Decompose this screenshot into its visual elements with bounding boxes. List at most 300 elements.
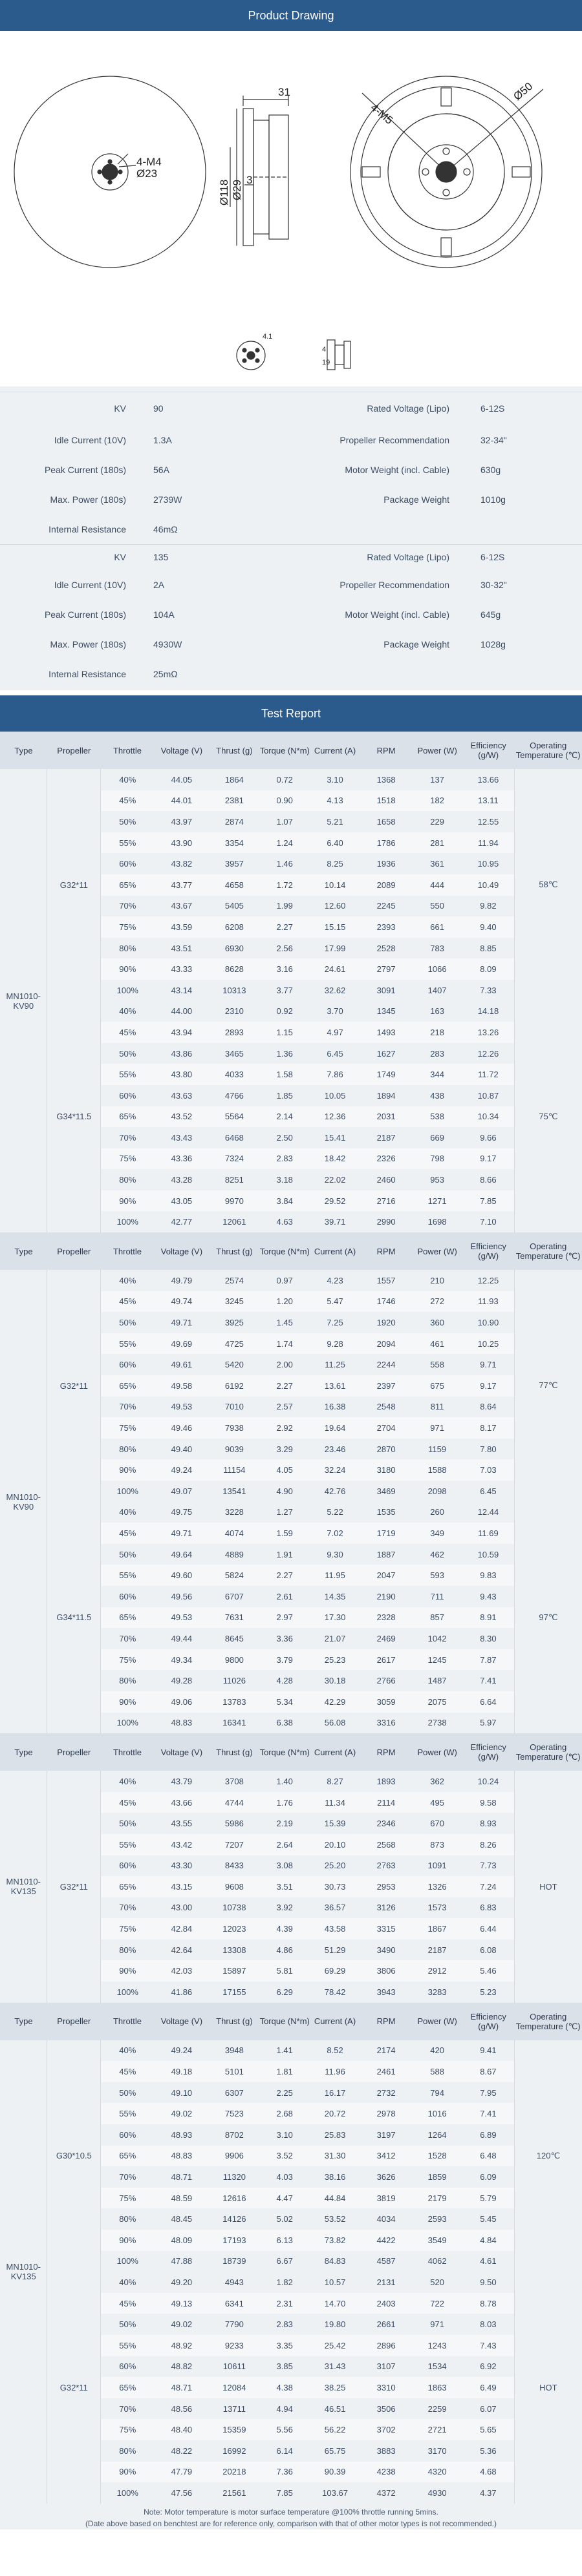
table-cell: 1493 [360, 1022, 412, 1043]
table-cell: 38.25 [310, 2377, 360, 2398]
table-cell: 2.57 [259, 1397, 310, 1418]
table-cell: 17.99 [310, 938, 360, 959]
table-cell: 5.97 [462, 1713, 514, 1734]
table-cell: 12061 [209, 1211, 259, 1232]
table-cell: 13.11 [462, 790, 514, 812]
table-cell: 2568 [360, 1834, 412, 1855]
table-cell: 6.29 [259, 1981, 310, 2003]
table-cell: 5.34 [259, 1691, 310, 1713]
table-cell: 9.82 [462, 896, 514, 917]
table-cell: 42.64 [154, 1939, 209, 1961]
table-cell: 6707 [209, 1586, 259, 1607]
table-cell: 55% [101, 1565, 155, 1586]
table-cell: 7.10 [462, 1211, 514, 1232]
table-cell: 971 [412, 1417, 462, 1439]
table-cell: 75% [101, 1918, 155, 1939]
table-cell: 9.17 [462, 1148, 514, 1170]
table-cell: 8.52 [310, 2040, 360, 2062]
table-cell: 2574 [209, 1270, 259, 1291]
table-cell: 163 [412, 1001, 462, 1022]
table-cell: 55% [101, 2103, 155, 2124]
table-cell: 495 [412, 1792, 462, 1813]
table-cell: 17155 [209, 1981, 259, 2003]
table-cell: 3197 [360, 2124, 412, 2146]
motor-drawing-svg [0, 31, 582, 386]
table-cell: 60% [101, 853, 155, 874]
table-cell: 11.94 [462, 832, 514, 854]
dim-d31: 31 [278, 86, 290, 98]
table-cell: 5.65 [462, 2419, 514, 2440]
table-cell: 670 [412, 1813, 462, 1834]
table-cell: 1887 [360, 1544, 412, 1565]
table-cell: 75% [101, 1649, 155, 1671]
table-cell: 49.24 [154, 2040, 209, 2062]
table-cell: 90% [101, 2462, 155, 2483]
column-header: Operating Temperature (℃) [514, 2003, 582, 2040]
table-cell: 4658 [209, 874, 259, 896]
table-cell: 1588 [412, 1459, 462, 1481]
table-cell: 13.61 [310, 1375, 360, 1397]
spec-weight-label: Motor Weight (incl. Cable) [345, 465, 449, 475]
table-cell: 48.56 [154, 2398, 209, 2420]
table-cell: 3.18 [259, 1169, 310, 1190]
table-cell: 1535 [360, 1502, 412, 1523]
table-cell: 43.28 [154, 1169, 209, 1190]
table-cell: 12.26 [462, 1043, 514, 1064]
table-cell: 8702 [209, 2124, 259, 2146]
table-cell: 4074 [209, 1523, 259, 1544]
table-cell: 9970 [209, 1190, 259, 1212]
table-cell: 3.35 [259, 2335, 310, 2356]
table-cell: 47.79 [154, 2462, 209, 2483]
table-cell: 12.55 [462, 811, 514, 832]
table-cell: 661 [412, 916, 462, 938]
table-cell: 44.05 [154, 769, 209, 790]
table-cell: 14126 [209, 2208, 259, 2230]
table-cell: 12.60 [310, 896, 360, 917]
table-cell: 5.21 [310, 811, 360, 832]
table-cell: 1.72 [259, 874, 310, 896]
table-cell: 2174 [360, 2040, 412, 2062]
spec-package-value: 1028g [480, 639, 506, 649]
table-cell: 4.97 [310, 1022, 360, 1043]
table-cell: 2593 [412, 2208, 462, 2230]
table-cell: 9.58 [462, 1792, 514, 1813]
spec-voltage-label: Rated Voltage (Lipo) [367, 552, 449, 562]
table-cell: 60% [101, 1855, 155, 1877]
column-header: RPM [360, 1733, 412, 1771]
table-cell: 8251 [209, 1169, 259, 1190]
spec-voltage-label: Rated Voltage (Lipo) [367, 403, 449, 414]
table-cell: 1487 [412, 1670, 462, 1691]
table-cell: 12.44 [462, 1502, 514, 1523]
table-cell: 9233 [209, 2335, 259, 2356]
table-cell: 13308 [209, 1939, 259, 1961]
spec-prop-value: 32-34" [480, 435, 507, 445]
column-header: Thrust (g) [209, 2003, 259, 2040]
column-header: Type [0, 1733, 47, 1771]
table-cell: 3170 [412, 2440, 462, 2462]
table-cell: 5.22 [310, 1502, 360, 1523]
column-header: RPM [360, 1232, 412, 1270]
table-cell: 49.07 [154, 1481, 209, 1502]
table-cell: 90% [101, 1459, 155, 1481]
table-cell: 100% [101, 1713, 155, 1734]
table-cell: 17193 [209, 2230, 259, 2251]
table-cell: 711 [412, 1586, 462, 1607]
table-cell: 3.16 [259, 958, 310, 980]
table-cell: 16.17 [310, 2082, 360, 2104]
table-cell: 1.45 [259, 1312, 310, 1333]
table-cell: 78.42 [310, 1981, 360, 2003]
spec-maxp-value: 2739W [153, 494, 182, 505]
table-cell: 40% [101, 2040, 155, 2062]
table-cell: 40% [101, 2272, 155, 2293]
spec-weight-label: Motor Weight (incl. Cable) [345, 609, 449, 620]
table-cell: 360 [412, 1312, 462, 1333]
table-cell: 1936 [360, 853, 412, 874]
table-cell: 1.46 [259, 853, 310, 874]
table-cell: 49.40 [154, 1439, 209, 1460]
table-cell: 137 [412, 769, 462, 790]
table-cell: 1042 [412, 1628, 462, 1649]
table-cell: 857 [412, 1607, 462, 1629]
table-cell: 550 [412, 896, 462, 917]
table-cell: 5986 [209, 1813, 259, 1834]
table-cell: 9.83 [462, 1565, 514, 1586]
table-cell: 49.61 [154, 1354, 209, 1375]
table-cell: 798 [412, 1148, 462, 1170]
table-cell: 43.15 [154, 1876, 209, 1897]
table-cell: 1264 [412, 2124, 462, 2146]
table-cell: 100% [101, 980, 155, 1001]
table-cell: 42.29 [310, 1691, 360, 1713]
table-cell: 11.25 [310, 1354, 360, 1375]
dim-m4: 4-M4 [136, 156, 162, 168]
column-header: Operating Temperature (℃) [514, 1232, 582, 1270]
column-header: Thrust (g) [209, 1232, 259, 1270]
table-cell: 20.10 [310, 1834, 360, 1855]
spec-res-value: 46mΩ [153, 524, 178, 534]
table-cell: 43.58 [310, 1918, 360, 1939]
table-cell: 12616 [209, 2188, 259, 2209]
table-cell: 4062 [412, 2251, 462, 2272]
table-cell: 8645 [209, 1628, 259, 1649]
table-cell: 5.81 [259, 1960, 310, 1981]
table-cell: 5101 [209, 2061, 259, 2082]
table-cell: 1.99 [259, 896, 310, 917]
table-cell: 260 [412, 1502, 462, 1523]
column-header: Power (W) [412, 732, 462, 769]
table-cell: 15.41 [310, 1127, 360, 1148]
table-cell: 3.70 [310, 1001, 360, 1022]
table-cell: 3.52 [259, 2146, 310, 2167]
table-cell: 8.09 [462, 958, 514, 980]
column-header: Throttle [101, 1232, 155, 1270]
table-cell: 2528 [360, 938, 412, 959]
motor-model-cell: MN1010-KV135 [0, 2040, 47, 2504]
table-cell: 5420 [209, 1354, 259, 1375]
table-cell: 1.91 [259, 1544, 310, 1565]
table-cell: 2.00 [259, 1354, 310, 1375]
table-cell: 953 [412, 1169, 462, 1190]
table-cell: 4.38 [259, 2377, 310, 2398]
spec-peak-value: 56A [153, 465, 169, 475]
table-cell: 2031 [360, 1106, 412, 1128]
table-cell: 8.66 [462, 1169, 514, 1190]
table-cell: 23.46 [310, 1439, 360, 1460]
table-cell: 90% [101, 2230, 155, 2251]
table-cell: 2.27 [259, 1565, 310, 1586]
spec-kv-label: KV [114, 403, 126, 414]
table-cell: 9.30 [310, 1544, 360, 1565]
table-cell: 6.49 [462, 2377, 514, 2398]
table-cell: 43.66 [154, 1792, 209, 1813]
table-cell: 8.27 [310, 1771, 360, 1792]
table-cell: 0.90 [259, 790, 310, 812]
table-cell: 3708 [209, 1771, 259, 1792]
table-cell: 24.61 [310, 958, 360, 980]
table-cell: 48.09 [154, 2230, 209, 2251]
table-cell: 70% [101, 1897, 155, 1919]
table-cell: 3948 [209, 2040, 259, 2062]
table-cell: 2.27 [259, 916, 310, 938]
column-header: Torque (N*m) [259, 732, 310, 769]
table-cell: 40% [101, 1001, 155, 1022]
table-cell: 90.39 [310, 2462, 360, 2483]
table-cell: 45% [101, 1523, 155, 1544]
table-cell: 1749 [360, 1064, 412, 1085]
table-cell: 49.75 [154, 1502, 209, 1523]
table-cell: 3059 [360, 1691, 412, 1713]
table-cell: 4.28 [259, 1670, 310, 1691]
table-cell: 47.88 [154, 2251, 209, 2272]
table-cell: 3412 [360, 2146, 412, 2167]
table-cell: 5564 [209, 1106, 259, 1128]
table-cell: 8.25 [310, 853, 360, 874]
table-cell: 538 [412, 1106, 462, 1128]
table-cell: 6.45 [462, 1481, 514, 1502]
table-cell: 44.01 [154, 790, 209, 812]
table-cell: 2310 [209, 1001, 259, 1022]
table-cell: 31.30 [310, 2146, 360, 2167]
table-cell: 40% [101, 1502, 155, 1523]
table-cell: 2460 [360, 1169, 412, 1190]
table-cell: 4766 [209, 1085, 259, 1106]
table-cell: 12023 [209, 1918, 259, 1939]
table-cell: 9.40 [462, 916, 514, 938]
table-cell: 8.85 [462, 938, 514, 959]
table-cell: 11320 [209, 2166, 259, 2188]
test-report-title: Test Report [0, 695, 582, 732]
table-cell: 2.56 [259, 938, 310, 959]
table-cell: 873 [412, 1834, 462, 1855]
table-cell: 4372 [360, 2482, 412, 2504]
table-cell: 2978 [360, 2103, 412, 2124]
table-cell: 1859 [412, 2166, 462, 2188]
spec-kv-label: KV [114, 552, 126, 562]
spec-res-label: Internal Resistance [48, 524, 126, 534]
table-cell: 49.46 [154, 1417, 209, 1439]
column-header: Type [0, 1232, 47, 1270]
table-cell: 80% [101, 1670, 155, 1691]
table-cell: 13541 [209, 1481, 259, 1502]
table-cell: 16341 [209, 1713, 259, 1734]
table-cell: 50% [101, 1312, 155, 1333]
table-cell: 9.71 [462, 1354, 514, 1375]
table-cell: 6.92 [462, 2356, 514, 2378]
specs-section [0, 386, 582, 690]
table-cell: 50% [101, 2314, 155, 2335]
dim-d3: 3 [246, 174, 253, 186]
table-cell: 7.36 [259, 2462, 310, 2483]
table-cell: 3.92 [259, 1897, 310, 1919]
table-cell: 7.41 [462, 1670, 514, 1691]
table-cell: 4725 [209, 1333, 259, 1355]
table-cell: 49.74 [154, 1291, 209, 1313]
table-cell: 4422 [360, 2230, 412, 2251]
table-cell: 49.34 [154, 1649, 209, 1671]
table-cell: 43.97 [154, 811, 209, 832]
table-cell: 6.09 [462, 2166, 514, 2188]
table-cell: 361 [412, 853, 462, 874]
table-cell: 80% [101, 938, 155, 959]
table-cell: 65% [101, 2146, 155, 2167]
table-cell: 22.02 [310, 1169, 360, 1190]
table-cell: 8.67 [462, 2061, 514, 2082]
table-cell: 4.05 [259, 1459, 310, 1481]
table-cell: 11.96 [310, 2061, 360, 2082]
table-cell: 3549 [412, 2230, 462, 2251]
spec-maxp-label: Max. Power (180s) [50, 494, 126, 505]
table-cell: 6.48 [462, 2146, 514, 2167]
table-cell: 43.52 [154, 1106, 209, 1128]
table-cell: 3.08 [259, 1855, 310, 1877]
table-cell: 2893 [209, 1022, 259, 1043]
table-cell: 1368 [360, 769, 412, 790]
table-cell: 29.52 [310, 1190, 360, 1212]
table-cell: 6.07 [462, 2398, 514, 2420]
table-cell: 7.25 [310, 1312, 360, 1333]
table-cell: 7.80 [462, 1439, 514, 1460]
dim-d29: Ø29 [231, 179, 243, 200]
table-cell: 3.84 [259, 1190, 310, 1212]
table-cell: 48.71 [154, 2377, 209, 2398]
table-cell: 1245 [412, 1649, 462, 1671]
table-cell: 1.59 [259, 1523, 310, 1544]
table-cell: 1698 [412, 1211, 462, 1232]
table-cell: 811 [412, 1397, 462, 1418]
table-cell: 32.24 [310, 1459, 360, 1481]
table-cell: 15359 [209, 2419, 259, 2440]
table-cell: 3819 [360, 2188, 412, 2209]
table-cell: 4.61 [462, 2251, 514, 2272]
table-cell: 49.56 [154, 1586, 209, 1607]
table-cell: 272 [412, 1291, 462, 1313]
table-cell: 1.74 [259, 1333, 310, 1355]
dim-d23: Ø23 [136, 167, 158, 180]
table-cell: 8.64 [462, 1397, 514, 1418]
table-cell: 2187 [412, 1939, 462, 1961]
table-cell: 8628 [209, 958, 259, 980]
table-cell: 2896 [360, 2335, 412, 2356]
table-cell: 1016 [412, 2103, 462, 2124]
table-cell: 43.14 [154, 980, 209, 1001]
table-cell: 49.13 [154, 2293, 209, 2314]
footer-notes [0, 2504, 582, 2529]
table-cell: 3490 [360, 1939, 412, 1961]
table-cell: 2548 [360, 1397, 412, 1418]
table-cell: 10.87 [462, 1085, 514, 1106]
table-cell: 70% [101, 1127, 155, 1148]
table-cell: 80% [101, 1169, 155, 1190]
spec-maxp-value: 4930W [153, 639, 182, 649]
table-cell: 362 [412, 1771, 462, 1792]
table-cell: 1.07 [259, 811, 310, 832]
column-header: Propeller [47, 2003, 101, 2040]
table-cell: 4930 [412, 2482, 462, 2504]
spec-block-kv90 [0, 392, 582, 544]
table-cell: 100% [101, 2482, 155, 2504]
table-cell: 49.18 [154, 2061, 209, 2082]
table-cell: 2912 [412, 1960, 462, 1981]
table-cell: 65% [101, 1375, 155, 1397]
table-cell: 4587 [360, 2251, 412, 2272]
table-cell: 11026 [209, 1670, 259, 1691]
column-header: Efficiency (g/W) [462, 1232, 514, 1270]
table-cell: 16.38 [310, 1397, 360, 1418]
table-cell: 1920 [360, 1312, 412, 1333]
table-cell: 4.37 [462, 2482, 514, 2504]
table-cell: 10738 [209, 1897, 259, 1919]
table-row [0, 769, 582, 790]
table-cell: 2328 [360, 1607, 412, 1629]
note-disclaimer: (Date above based on benchtest are for reference only, comparison with that of other motor types is not recommended.) [85, 2518, 497, 2528]
spec-peak-label: Peak Current (180s) [44, 465, 126, 475]
table-cell: 25.83 [310, 2124, 360, 2146]
propeller-cell: G30*10.5 [47, 2040, 101, 2272]
table-cell: 0.92 [259, 1001, 310, 1022]
table-cell: 60% [101, 2124, 155, 2146]
table-cell: 10.59 [462, 1544, 514, 1565]
table-cell: 1786 [360, 832, 412, 854]
table-cell: 4889 [209, 1544, 259, 1565]
table-cell: 11.93 [462, 1291, 514, 1313]
table-cell: 3.51 [259, 1876, 310, 1897]
table-cell: 10313 [209, 980, 259, 1001]
table-cell: 49.02 [154, 2103, 209, 2124]
table-cell: 44.00 [154, 1001, 209, 1022]
table-cell: 10.49 [462, 874, 514, 896]
table-cell: 7.03 [462, 1459, 514, 1481]
table-cell: 8.17 [462, 1417, 514, 1439]
table-cell: 2716 [360, 1190, 412, 1212]
table-cell: 16992 [209, 2440, 259, 2462]
table-cell: 3315 [360, 1918, 412, 1939]
table-cell: 2.83 [259, 1148, 310, 1170]
table-cell: 43.05 [154, 1190, 209, 1212]
table-cell: 7010 [209, 1397, 259, 1418]
table-cell: 3469 [360, 1481, 412, 1502]
table-cell: 4.47 [259, 2188, 310, 2209]
table-cell: 3506 [360, 2398, 412, 2420]
column-header: Throttle [101, 1733, 155, 1771]
table-cell: 1528 [412, 2146, 462, 2167]
table-cell: 55% [101, 1834, 155, 1855]
table-cell: 2190 [360, 1586, 412, 1607]
table-cell: 2732 [360, 2082, 412, 2104]
table-cell: 43.43 [154, 1127, 209, 1148]
